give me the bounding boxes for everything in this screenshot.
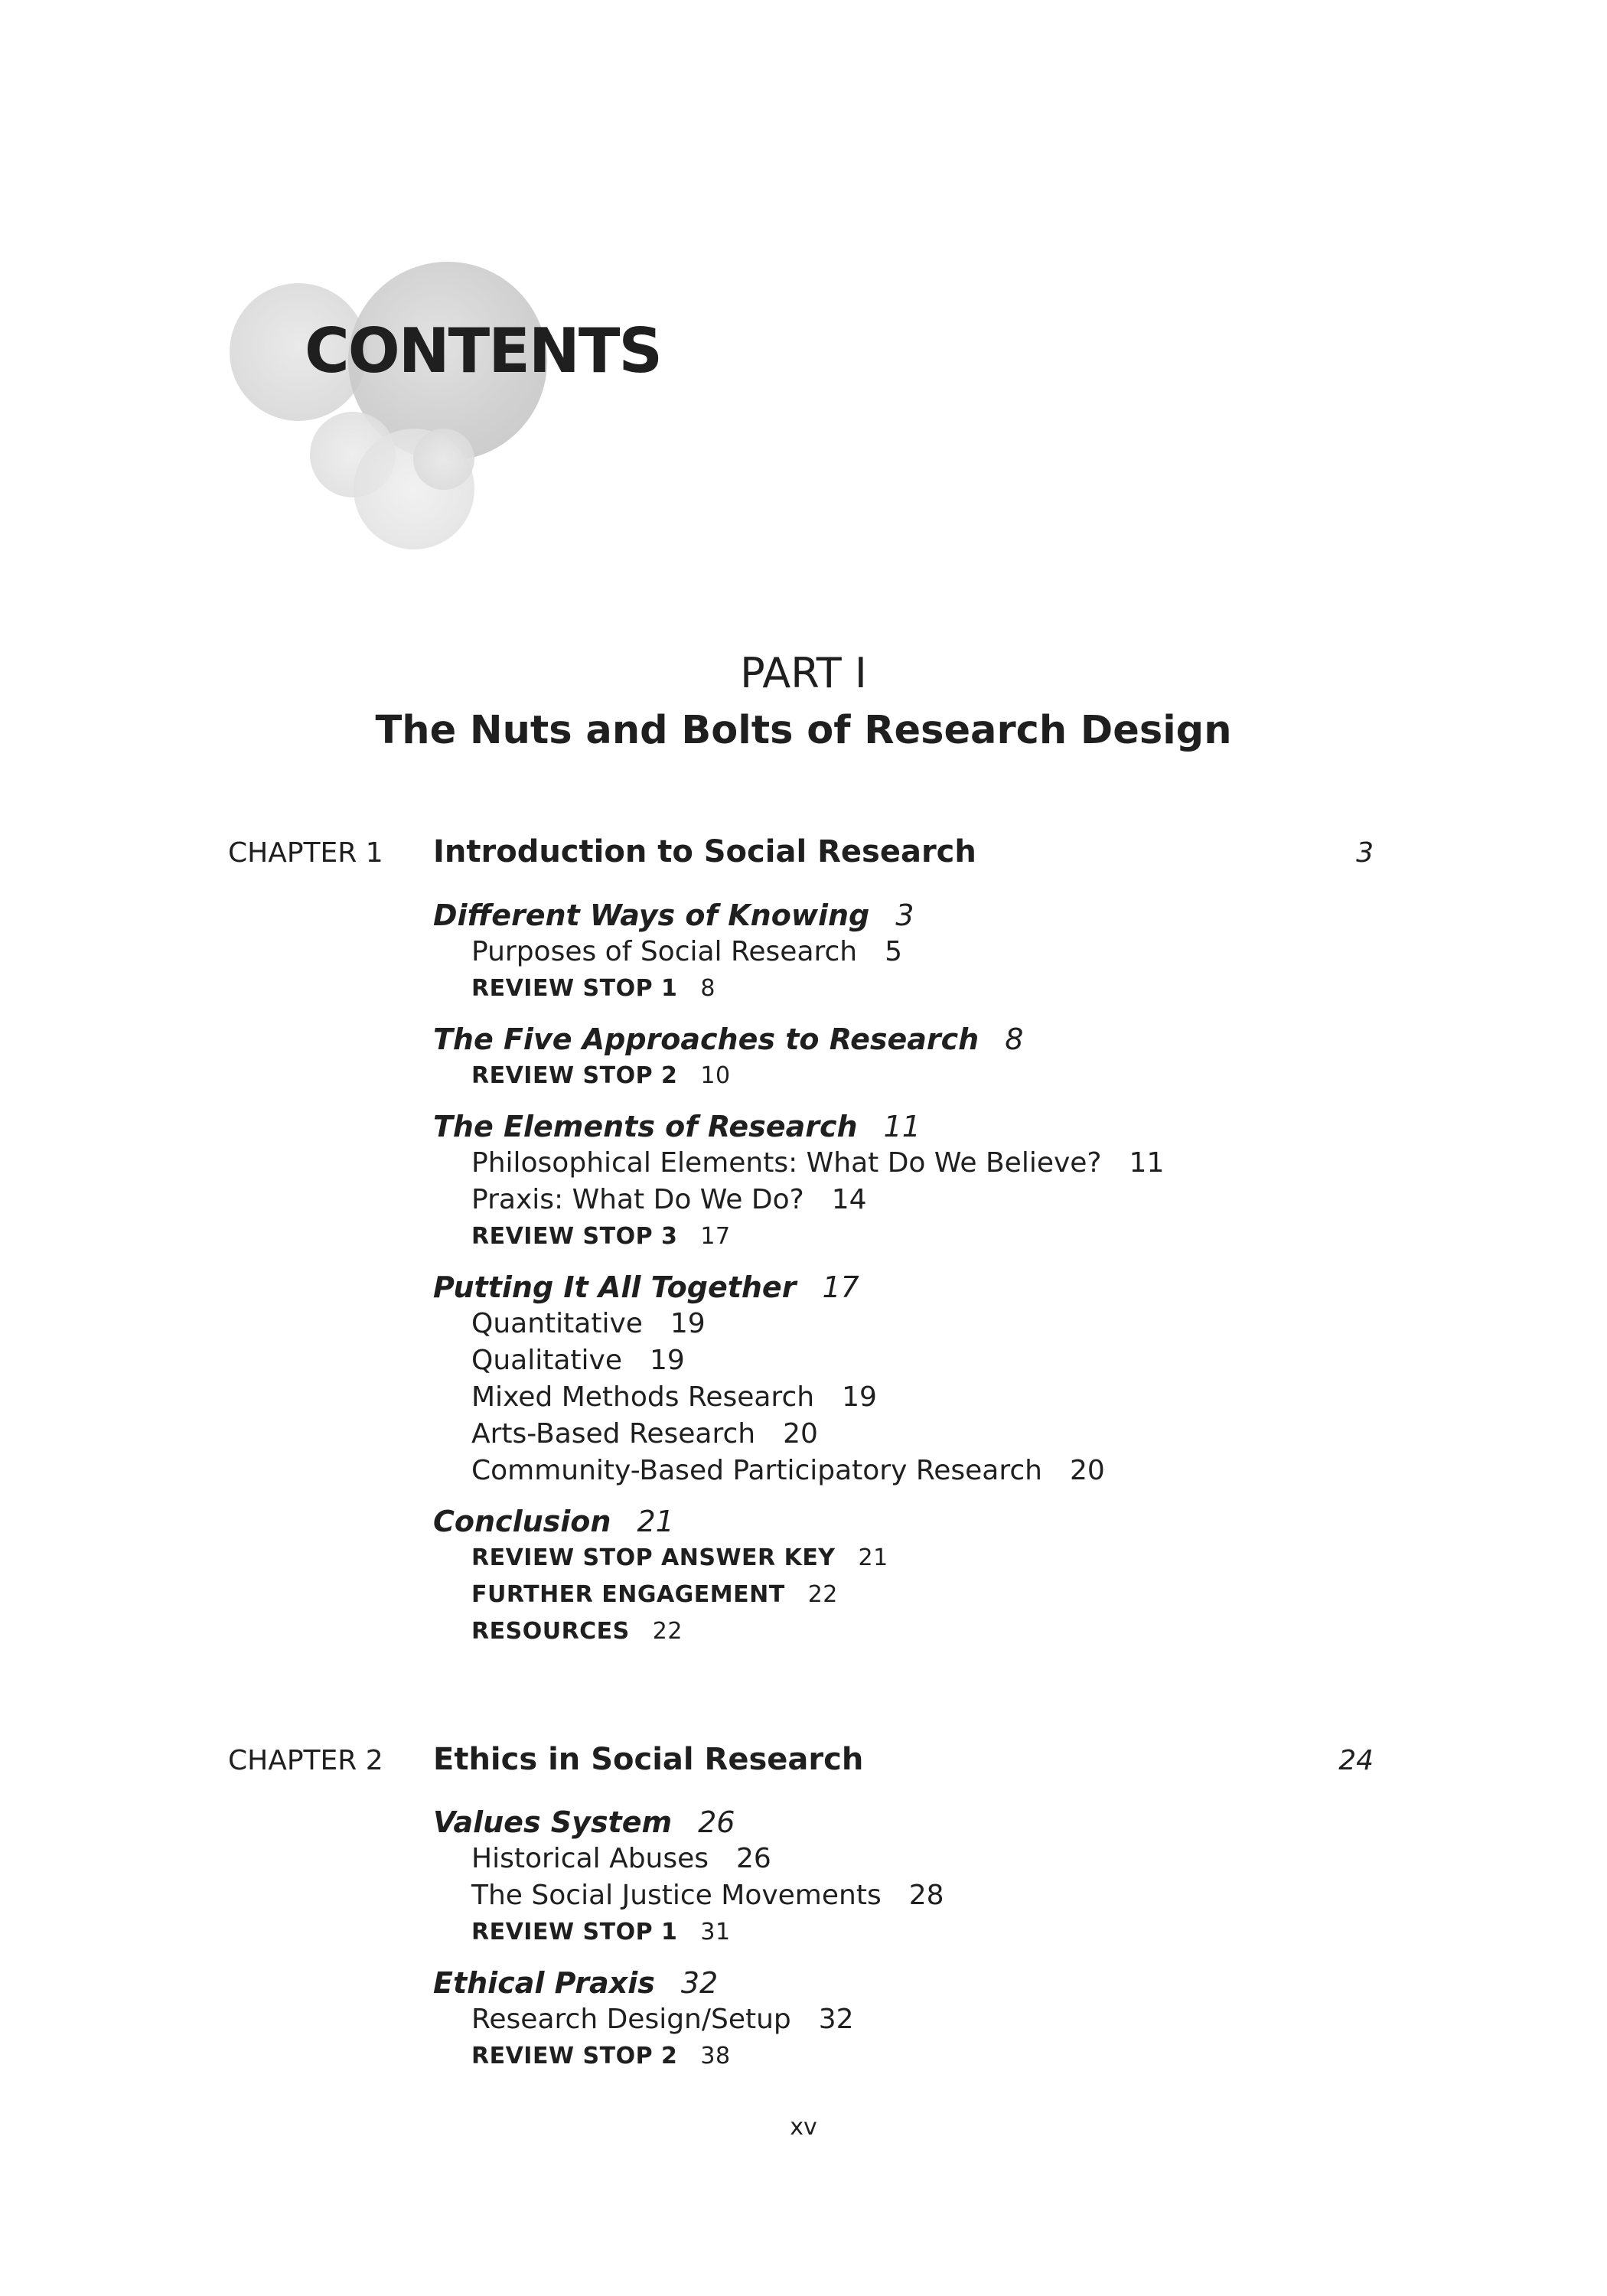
entry-page-number: 17: [700, 1223, 731, 1250]
toc-section: [433, 1021, 1428, 1094]
entry-page-number: 5: [885, 936, 903, 967]
section-spacer: [433, 1255, 1428, 1269]
entry-text: REVIEW STOP 1: [471, 1919, 678, 1945]
section-title: Putting It All Together: [433, 1270, 797, 1304]
toc-subsection-entry[interactable]: [433, 934, 1428, 970]
chapter-label: CHAPTER 1: [228, 837, 383, 869]
toc-subsection-entry[interactable]: [433, 1145, 1428, 1182]
section-heading[interactable]: [433, 1269, 1428, 1306]
entry-text: RESOURCES: [471, 1618, 630, 1645]
section-page-number: 11: [883, 1110, 921, 1143]
section-spacer: [433, 1489, 1428, 1503]
section-title: Different Ways of Knowing: [433, 899, 870, 932]
entry-text: REVIEW STOP 1: [471, 975, 678, 1002]
entry-page-number: 8: [700, 975, 715, 1002]
page-folio: xv: [790, 2114, 817, 2141]
toc-subsection-entry[interactable]: [433, 1841, 1428, 1877]
section-heading[interactable]: [433, 1108, 1428, 1145]
entry-page-number: 19: [649, 1345, 685, 1376]
entry-text: Community-Based Participatory Research: [471, 1455, 1042, 1486]
section-title: The Five Approaches to Research: [433, 1022, 980, 1056]
entry-text: Historical Abuses: [471, 1843, 709, 1874]
section-heading[interactable]: [433, 1503, 1428, 1540]
toc-section: [433, 1269, 1428, 1489]
entry-page-number: 22: [807, 1581, 838, 1608]
entry-page-number: 32: [818, 2004, 854, 2035]
entry-text: Research Design/Setup: [471, 2004, 791, 2035]
section-spacer: [433, 1951, 1428, 1965]
toc-feature-entry[interactable]: [433, 1540, 1428, 1577]
toc-subsection-entry[interactable]: [433, 1306, 1428, 1342]
section-spacer: [433, 1007, 1428, 1021]
chapter-entries: [433, 897, 1428, 1650]
entry-page-number: 26: [736, 1843, 771, 1874]
entry-text: Praxis: What Do We Do?: [471, 1184, 804, 1215]
section-heading[interactable]: [433, 1021, 1428, 1058]
toc-section: [433, 1108, 1428, 1255]
chapter-entries: [433, 1804, 1428, 2075]
toc-subsection-entry[interactable]: [433, 1342, 1428, 1379]
section-page-number: 26: [698, 1805, 735, 1839]
entry-text: REVIEW STOP ANSWER KEY: [471, 1544, 836, 1571]
toc-feature-entry[interactable]: [433, 1613, 1428, 1650]
section-title: Ethical Praxis: [433, 1966, 655, 2000]
entry-text: Quantitative: [471, 1308, 643, 1339]
entry-text: FURTHER ENGAGEMENT: [471, 1581, 785, 1608]
section-heading[interactable]: [433, 897, 1428, 934]
entry-text: Philosophical Elements: What Do We Believe?: [471, 1147, 1102, 1179]
toc-subsection-entry[interactable]: [433, 1877, 1428, 1914]
section-page-number: 17: [822, 1270, 859, 1304]
section-title: The Elements of Research: [433, 1110, 858, 1143]
section-title: Conclusion: [433, 1505, 611, 1538]
entry-page-number: 38: [700, 2043, 731, 2069]
section-page-number: 8: [1005, 1022, 1024, 1056]
toc-feature-entry[interactable]: [433, 970, 1428, 1007]
entry-page-number: 21: [858, 1544, 888, 1571]
entry-page-number: 20: [783, 1418, 818, 1450]
toc-feature-entry[interactable]: [433, 1914, 1428, 1951]
entry-text: The Social Justice Movements: [471, 1880, 882, 1911]
toc-subsection-entry[interactable]: [433, 2001, 1428, 2038]
entry-text: Purposes of Social Research: [471, 936, 858, 967]
toc-feature-entry[interactable]: [433, 1577, 1428, 1613]
toc-section: [433, 1965, 1428, 2075]
toc-subsection-entry[interactable]: [433, 1416, 1428, 1453]
toc-section: [433, 1804, 1428, 1951]
entry-text: Arts-Based Research: [471, 1418, 756, 1450]
page-title: CONTENTS: [305, 315, 662, 386]
toc-feature-entry[interactable]: [433, 2038, 1428, 2075]
toc-feature-entry[interactable]: [433, 1058, 1428, 1094]
entry-page-number: 14: [831, 1184, 867, 1215]
toc-section: [433, 1503, 1428, 1650]
entry-page-number: 28: [908, 1880, 944, 1911]
chapter-label: CHAPTER 2: [228, 1745, 383, 1776]
part-title: The Nuts and Bolts of Research Design: [375, 708, 1232, 753]
section-title: Values System: [433, 1805, 673, 1839]
entry-page-number: 22: [652, 1618, 683, 1645]
chapter-page-number: 3: [1356, 837, 1374, 869]
entry-page-number: 19: [842, 1381, 877, 1413]
section-heading[interactable]: [433, 1965, 1428, 2001]
entry-text: REVIEW STOP 2: [471, 2043, 678, 2069]
entry-page-number: 10: [700, 1062, 731, 1089]
chapter-title: Introduction to Social Research: [433, 834, 976, 869]
section-spacer: [433, 1094, 1428, 1108]
chapter-page-number: 24: [1338, 1745, 1374, 1776]
part-label: PART I: [740, 649, 867, 697]
entry-text: REVIEW STOP 3: [471, 1223, 678, 1250]
section-page-number: 32: [680, 1966, 719, 2000]
entry-text: Qualitative: [471, 1345, 622, 1376]
toc-feature-entry[interactable]: [433, 1218, 1428, 1255]
toc-subsection-entry[interactable]: [433, 1453, 1428, 1489]
section-page-number: 21: [637, 1505, 674, 1538]
entry-page-number: 20: [1069, 1455, 1105, 1486]
section-page-number: 3: [895, 899, 914, 932]
toc-subsection-entry[interactable]: [433, 1182, 1428, 1218]
entry-page-number: 31: [700, 1919, 731, 1945]
entry-page-number: 19: [670, 1308, 706, 1339]
entry-text: REVIEW STOP 2: [471, 1062, 678, 1089]
entry-text: Mixed Methods Research: [471, 1381, 815, 1413]
chapter-title: Ethics in Social Research: [433, 1742, 864, 1777]
toc-section: [433, 897, 1428, 1007]
entry-page-number: 11: [1129, 1147, 1165, 1179]
section-heading[interactable]: [433, 1804, 1428, 1841]
decorative-circle: [413, 429, 474, 490]
toc-subsection-entry[interactable]: [433, 1379, 1428, 1416]
